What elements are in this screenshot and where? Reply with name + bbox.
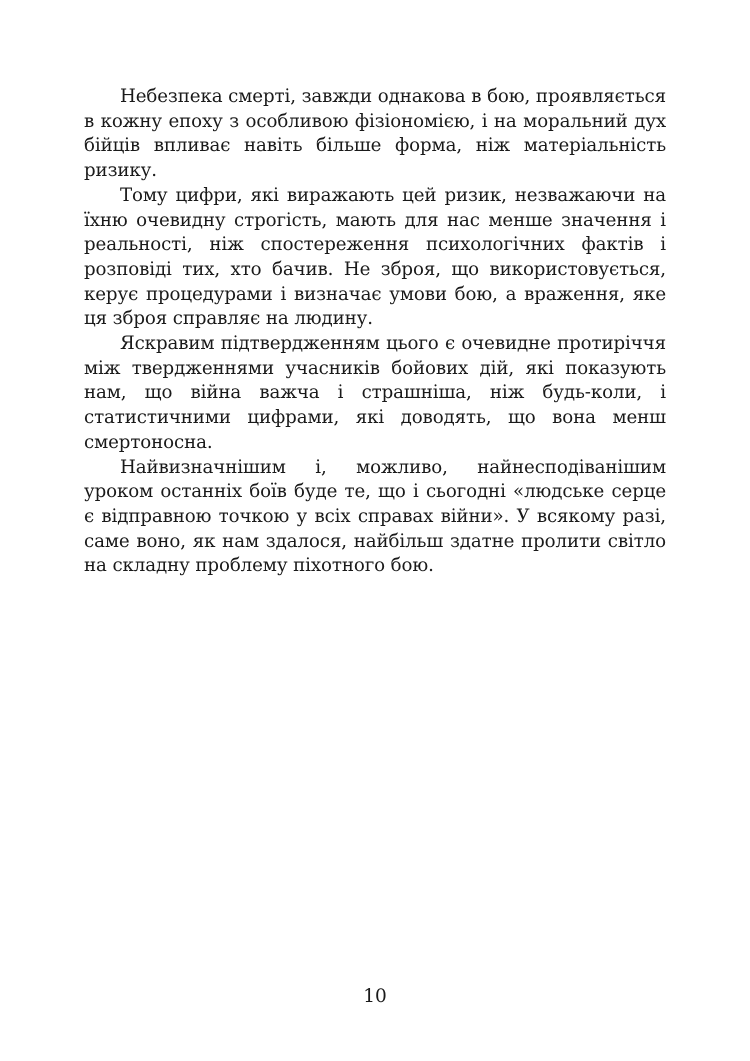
paragraph-2: Тому цифри, які виражають цей ризик, незважаючи на їхню очевидну строгість, мають для нас менше значення і реальності, ніж спостереження психологічних фактів і розповіді тих, хто бачив. Не зброя, що використовується, керує процедурами і визначає умови бою, а враження, яке ця зброя справляє на людину. [84, 184, 666, 330]
page-body [84, 85, 666, 579]
paragraph-1: Небезпека смерті, завжди однакова в бою, проявляється в кожну епоху з особливою фізіономією, і на моральний дух бійців впливає навіть більше форма, ніж матеріальність ризику. [84, 86, 666, 182]
paragraph-4: Найвизначнішим і, можливо, найнесподіванішим уроком останніх боїв буде те, що і сьогодні «людське серце є відправною точкою у всіх справах війни». У всякому разі, саме воно, як нам здалося, найбільш здатне пролити світло на складну проблему піхотного бою. [84, 456, 666, 577]
paragraph-3: Яскравим підтвердженням цього є очевидне протиріччя між твердженнями учасників бойових дій, які показують нам, що війна важча і страшніша, ніж будь-коли, і статистичними цифрами, які доводять, що вона менш смертоносна. [84, 333, 666, 453]
page-number: 10 [363, 986, 387, 1007]
